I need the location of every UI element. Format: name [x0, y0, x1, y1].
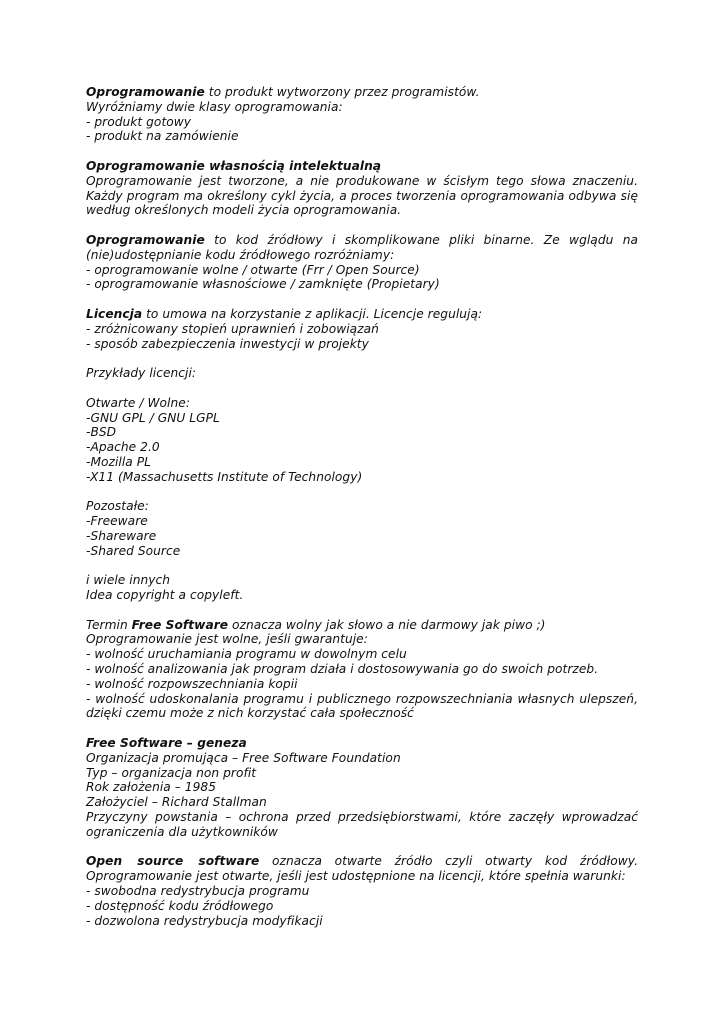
- text-line: i wiele innych: [86, 573, 171, 588]
- term-bold: Licencja: [86, 306, 143, 321]
- paragraph: Przyczyny powstania – ochrona przed przedsiębiorstwami, które zaczęły wprowadzać ograniczenia dla użytkowników: [86, 810, 638, 839]
- list-item: -Mozilla PL: [86, 454, 151, 469]
- list-item: - wolność udoskonalania programu i publicznego rozpowszechniania własnych ulepszeń, dzięki czemu może z nich korzystać cała społeczność: [86, 691, 638, 721]
- list-item: - swobodna redystrybucja programu: [86, 884, 310, 899]
- list-item: - oprogramowanie wolne / otwarte (Frr / Open Source): [86, 262, 420, 277]
- list-item: -Shareware: [86, 528, 157, 543]
- text-line: Otwarte / Wolne:: [86, 395, 190, 410]
- list-item: - produkt na zamówienie: [86, 129, 239, 144]
- list-item: - sposób zabezpieczenia inwestycji w projekty: [86, 336, 369, 351]
- section-heading: Oprogramowanie własnością intelektualną: [86, 158, 382, 173]
- license-definition: Licencja to umowa na korzystanie z aplikacji. Licencje regulują:: [86, 306, 483, 321]
- text-line: Oprogramowanie jest wolne, jeśli gwarantuje:: [86, 632, 368, 647]
- list-item: - zróżnicowany stopień uprawnień i zobowiązań: [86, 321, 379, 336]
- list-item: -X11 (Massachusetts Institute of Technology): [86, 469, 363, 484]
- text-line: Idea copyright a copyleft.: [86, 588, 244, 603]
- list-item: -Shared Source: [86, 543, 181, 558]
- text-line: Wyróżniamy dwie klasy oprogramowania:: [86, 99, 343, 114]
- open-source-definition: Open source software oznacza otwarte źródło czyli otwarty kod źródłowy. Oprogramowanie jest otwarte, jeśli jest udostępnione na licencji, które spełnia warunki:: [86, 854, 638, 884]
- free-software-definition: Termin Free Software oznacza wolny jak słowo a nie darmowy jak piwo ;): [86, 617, 546, 632]
- term-bold: Free Software: [131, 617, 229, 632]
- text-line: Organizacja promująca – Free Software Foundation: [86, 750, 401, 765]
- list-item: -Apache 2.0: [86, 440, 160, 455]
- list-item: - oprogramowanie własnościowe / zamknięte (Propietary): [86, 277, 440, 292]
- text-line: Przykłady licencji:: [86, 366, 197, 381]
- text-line: Rok założenia – 1985: [86, 780, 217, 795]
- section-heading: Free Software – geneza: [86, 736, 247, 751]
- list-item: - wolność uruchamiania programu w dowolnym celu: [86, 647, 407, 662]
- paragraph: Oprogramowanie jest tworzone, a nie produkowane w ścisłym tego słowa znaczeniu. Każdy program ma określony cykl życia, a proces tworzenia oprogramowania odbywa się według określonych modeli życia oprogramowania.: [86, 173, 638, 218]
- software-code-definition: Oprogramowanie to kod źródłowy i skomplikowane pliki binarne. Ze wglądu na (nie)udostępnianie kodu źródłowego rozróżniamy:: [86, 232, 638, 262]
- list-item: - dozwolona redystrybucja modyfikacji: [86, 913, 323, 928]
- list-item: -GNU GPL / GNU LGPL: [86, 410, 220, 425]
- term-bold: Oprogramowanie: [86, 85, 205, 99]
- text-line: Pozostałe:: [86, 499, 149, 514]
- list-item: -BSD: [86, 425, 117, 440]
- text-line: Typ – organizacja non profit: [86, 765, 257, 780]
- list-item: - wolność rozpowszechniania kopii: [86, 676, 298, 691]
- term-bold: Open source software: [86, 854, 260, 869]
- software-definition: Oprogramowanie to produkt wytworzony przez programistów.: [86, 85, 480, 99]
- list-item: - wolność analizowania jak program działa i dostosowywania go do swoich potrzeb.: [86, 662, 599, 677]
- document-page: [86, 85, 638, 928]
- list-item: - dostępność kodu źródłowego: [86, 898, 274, 913]
- list-item: -Freeware: [86, 514, 148, 529]
- term-bold: Oprogramowanie: [86, 232, 205, 247]
- list-item: - produkt gotowy: [86, 114, 192, 129]
- text-line: Założyciel – Richard Stallman: [86, 795, 267, 810]
